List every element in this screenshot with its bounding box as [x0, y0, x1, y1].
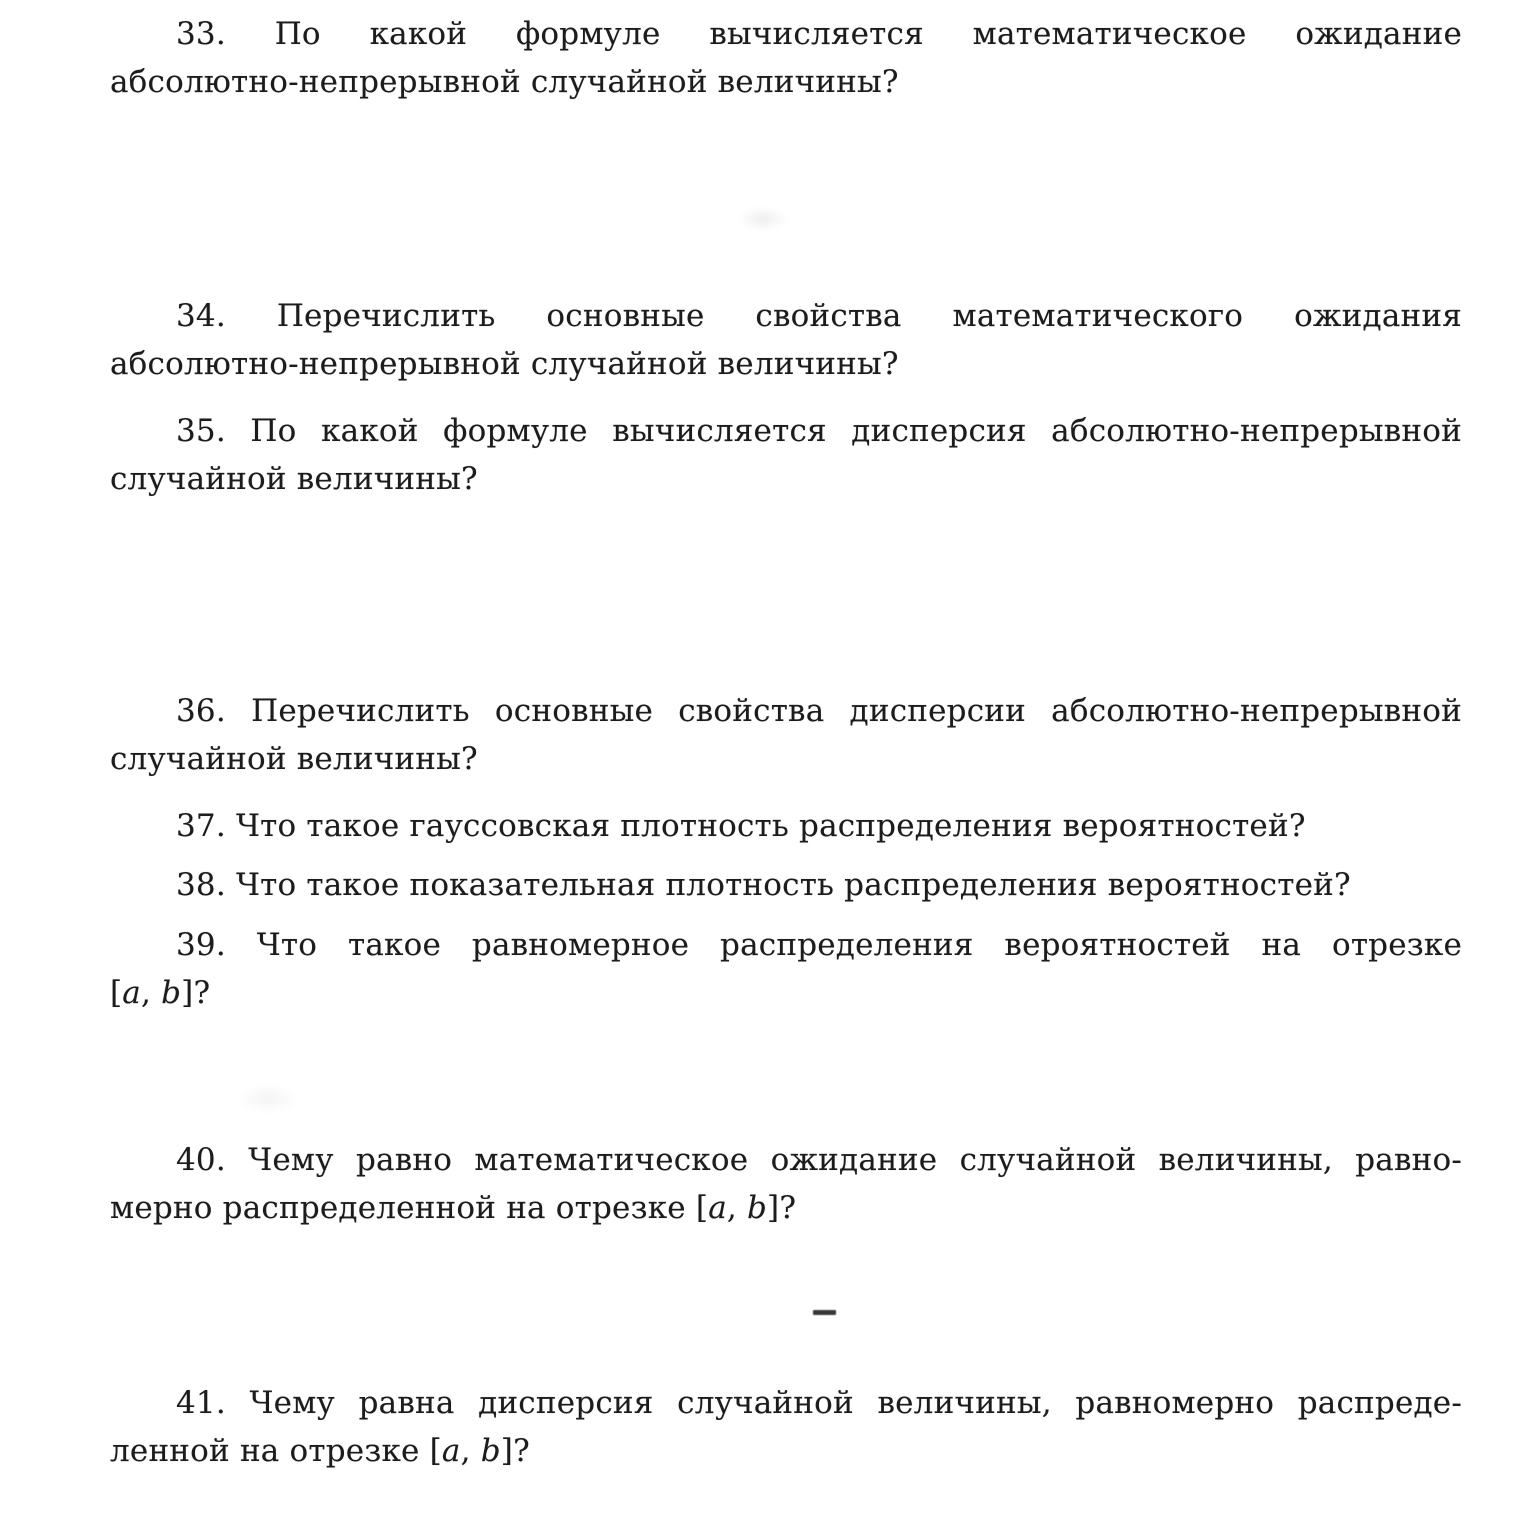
- question-mark: ?: [193, 975, 211, 1011]
- question-36-line-2: случайной величины?: [110, 741, 478, 777]
- question-34-line-1: 34. Перечислить основные свойства математического ожидания: [176, 298, 1462, 334]
- question-34: [110, 292, 1462, 388]
- bracket-close: ]: [181, 975, 194, 1011]
- question-35-line-1: 35. По какой формуле вычисляется дисперсия абсолютно-непрерывной: [176, 413, 1462, 449]
- bracket-open: [: [695, 1190, 709, 1226]
- question-41-line-2: [110, 1427, 1462, 1475]
- faint-smudge: [238, 1086, 298, 1112]
- math-var-a: a: [708, 1190, 727, 1226]
- question-39: [110, 921, 1462, 1017]
- interval-prefix: ленной на отрезке: [110, 1433, 430, 1469]
- faint-smudge: [738, 207, 788, 231]
- interval-comma: ,: [726, 1190, 747, 1226]
- math-var-a: a: [122, 975, 141, 1011]
- question-mark: ?: [779, 1190, 797, 1226]
- interval-comma: ,: [140, 975, 162, 1011]
- question-40: [110, 1136, 1462, 1232]
- math-var-b: b: [480, 1433, 501, 1469]
- question-33-line-2: абсолютно-непрерывной случайной величины?: [110, 64, 899, 100]
- math-var-a: a: [441, 1433, 461, 1469]
- question-38: [110, 861, 1462, 909]
- question-40-line-1: 40. Чему равно математическое ожидание случайной величины, равно-: [176, 1142, 1462, 1178]
- question-38-line-1: 38. Что такое показательная плотность распределения вероятностей?: [176, 867, 1351, 903]
- math-var-b: b: [161, 975, 182, 1011]
- question-41: [110, 1379, 1462, 1475]
- question-33-line-1: 33. По какой формуле вычисляется математическое ожидание: [176, 16, 1462, 52]
- question-33: [110, 10, 1462, 106]
- question-35: [110, 407, 1462, 503]
- question-mark: ?: [513, 1433, 530, 1469]
- question-39-line-2: [110, 969, 1462, 1017]
- question-39-line-1: 39. Что такое равномерное распределения вероятностей на отрезке: [176, 927, 1462, 963]
- bracket-open: [: [429, 1433, 442, 1469]
- question-37-line-1: 37. Что такое гауссовская плотность распределения вероятностей?: [176, 808, 1306, 844]
- bracket-close: ]: [500, 1433, 514, 1469]
- bracket-close: ]: [767, 1190, 780, 1226]
- question-36: [110, 687, 1462, 783]
- bracket-open: [: [110, 975, 123, 1011]
- interval-comma: ,: [460, 1433, 481, 1469]
- question-40-line-2: [110, 1184, 1462, 1232]
- interval-prefix: мерно распределенной на отрезке: [110, 1190, 696, 1226]
- question-35-line-2: случайной величины?: [110, 461, 478, 497]
- math-var-b: b: [746, 1190, 768, 1226]
- question-36-line-1: 36. Перечислить основные свойства дисперсии абсолютно-непрерывной: [176, 693, 1462, 729]
- question-34-line-2: абсолютно-непрерывной случайной величины?: [110, 346, 899, 382]
- question-41-line-1: 41. Чему равна дисперсия случайной величины, равномерно распреде-: [176, 1385, 1462, 1421]
- question-37: [110, 802, 1462, 850]
- stray-dash-mark: [813, 1310, 836, 1315]
